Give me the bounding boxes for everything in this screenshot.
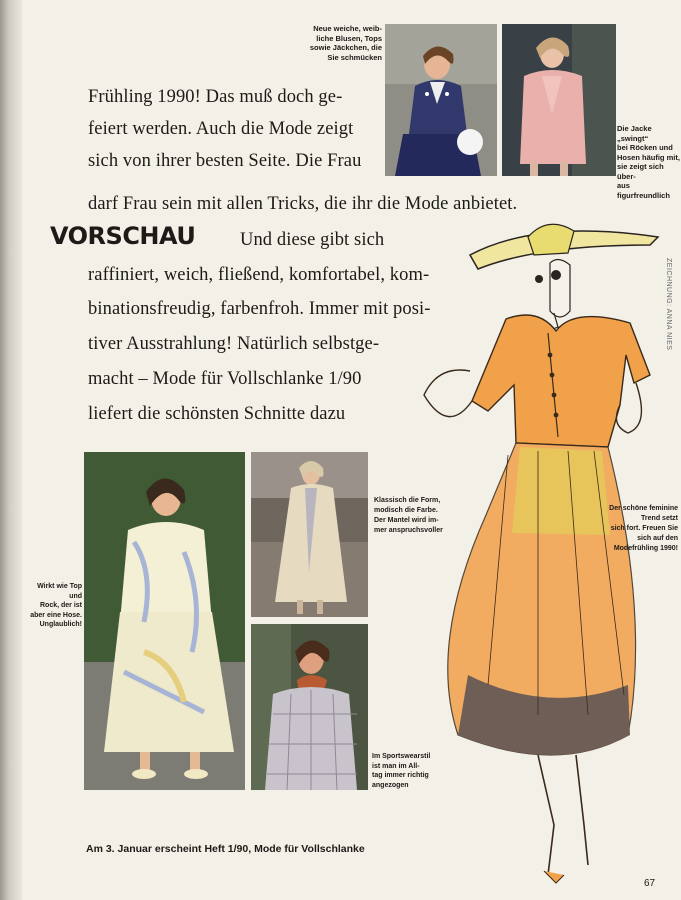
- body-line-1: Und diese gibt sich: [240, 230, 385, 250]
- caption-line: Der schöne feminine: [609, 505, 678, 512]
- caption-line: mer anspruchsvoller: [374, 527, 443, 534]
- body-line-5: macht – Mode für Vollschlanke 1/90: [88, 369, 362, 389]
- caption-line: Neue weiche, weib-: [313, 24, 382, 33]
- caption-line: Modefrühling 1990!: [613, 545, 678, 552]
- footer-announcement: Am 3. Januar erscheint Heft 1/90, Mode für Vollschlanke: [86, 843, 365, 855]
- caption-sport: [372, 752, 442, 790]
- caption-line: Unglaublich!: [39, 621, 82, 628]
- intro-line-4: darf Frau sein mit allen Tricks, die ihr die Mode anbietet.: [88, 194, 518, 214]
- caption-line: aus figurfreundlich: [617, 181, 670, 200]
- photo-beige-coat: [251, 452, 368, 617]
- caption-line: Wirkt wie Top und: [37, 583, 82, 600]
- photo-pink-jacket: [502, 24, 616, 176]
- caption-line: Die Jacke „swingt“: [617, 124, 652, 143]
- page-binding-shadow: [0, 0, 22, 900]
- caption-line: angezogen: [372, 781, 409, 789]
- caption-line: Der Mantel wird im-: [374, 517, 439, 524]
- intro-line-3: sich von ihrer besten Seite. Die Frau: [88, 151, 362, 171]
- caption-line: aber eine Hose.: [30, 611, 82, 619]
- caption-line: Im Sportswearstil: [372, 753, 431, 760]
- caption-line: Rock, der ist: [39, 602, 82, 609]
- body-line-6: liefert die schönsten Schnitte dazu: [88, 404, 346, 424]
- photo-blue-blouse: [385, 24, 497, 176]
- caption-line: modisch die Farbe.: [374, 507, 438, 514]
- caption-line: Hosen häufig mit,: [617, 152, 680, 162]
- body-line-4: tiver Ausstrahlung! Natürlich selbstge-: [88, 334, 380, 354]
- caption-line: Klassisch die Form,: [374, 497, 441, 504]
- caption-line: sie zeigt sich über-: [617, 162, 664, 181]
- photo-checked-jacket: [251, 624, 368, 790]
- caption-mantel: [374, 496, 468, 536]
- caption-feminine: [600, 504, 678, 554]
- headline-vorschau: VORSCHAU: [50, 222, 196, 250]
- page-number: 67: [644, 878, 656, 889]
- caption-line: bei Röcken und: [617, 143, 673, 152]
- caption-line: sich auf den: [637, 535, 678, 542]
- body-line-3: binationsfreudig, farbenfroh. Immer mit posi-: [88, 299, 431, 319]
- photo-pastel-outfit: [84, 452, 245, 790]
- body-line-2: raffiniert, weich, fließend, komfortabel, kom-: [88, 265, 430, 285]
- illustration-credit: ZEICHNUNG: ANNA NIES: [665, 258, 672, 351]
- caption-top-rock: [26, 582, 82, 630]
- caption-line: tag immer richtig: [372, 772, 429, 779]
- caption-line: Sie schmücken: [327, 52, 382, 62]
- caption-line: sich fort. Freuen Sie: [610, 525, 678, 532]
- caption-line: ist man im All-: [372, 762, 420, 770]
- caption-line: sowie Jäckchen, die: [309, 43, 382, 52]
- caption-blouse: [298, 24, 382, 62]
- intro-line-1: Frühling 1990! Das muß doch ge-: [88, 87, 343, 107]
- caption-line: Trend setzt: [641, 515, 678, 522]
- caption-jacket: [617, 124, 681, 200]
- caption-line: liche Blusen, Tops: [316, 33, 382, 43]
- intro-line-2: feiert werden. Auch die Mode zeigt: [88, 119, 354, 139]
